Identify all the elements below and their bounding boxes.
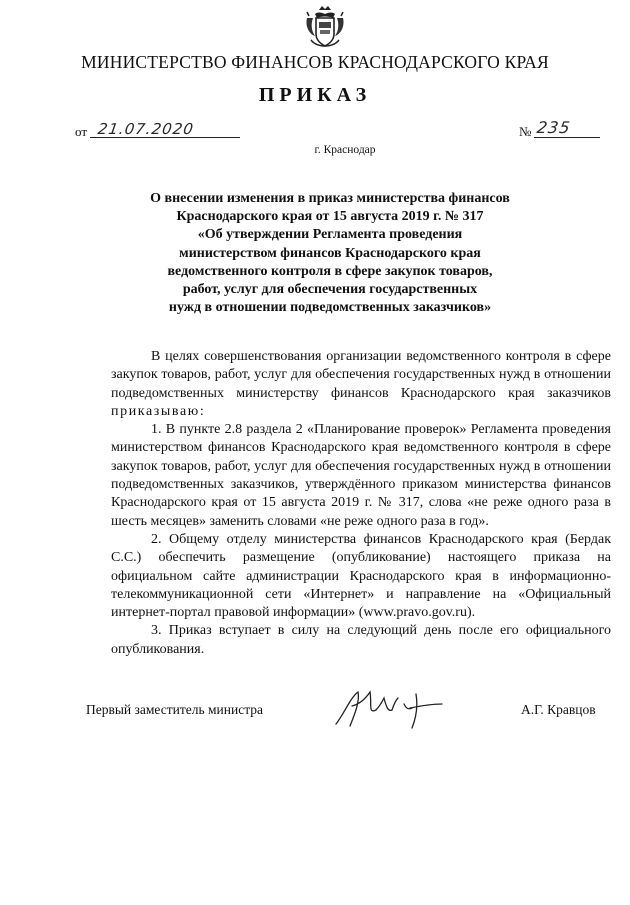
ministry-name: МИНИСТЕРСТВО ФИНАНСОВ КРАСНОДАРСКОГО КРАЯ [81,52,549,72]
document-title [120,190,540,317]
title-line: нужд в отношении подведомственных заказчиков» [168,300,492,316]
title-line: министерством финансов Краснодарского края [179,245,481,261]
paragraph-1: 1. В пункте 2.8 раздела 2 «Планирование проверок» Регламента проведения министерством финансов Краснодарского края ведомственного контроля в сфере закупок товаров, работ, услуг для обеспечения государственных нужд в отношении подведомственных заказчиков, утверждённого приказом министерства финансов Краснодарского края от 15 августа 2019 г. № 317, слова «не реже одного раза в шесть месяцев» заменить словами «не реже одного раза в год». [111,422,611,529]
city: г. Краснодар [314,144,376,156]
document-body [111,348,611,659]
number-underline [534,137,600,138]
handwritten-signature [330,684,450,734]
coat-of-arms-icon [303,4,347,52]
title-line: О внесении изменения в приказ министерства финансов [150,191,510,206]
title-line: ведомственного контроля в сфере закупок товаров, [167,263,493,279]
intro-text: В целях совершенствования организации ведомственного контроля в сфере закупок товаров, работ, услуг для обеспечения государственных нужд в отношении подведомственных министерству финансов Краснодарского края заказчиков [111,349,611,401]
title-line: работ, услуг для обеспечения государственных [182,282,478,298]
title-line: Краснодарского края от 15 августа 2019 г. № 317 [176,209,484,225]
signer-name: А.Г. Кравцов [521,702,596,717]
date-prefix: от [75,124,88,139]
document-type: ПРИКАЗ [258,84,372,106]
intro-paragraph [111,348,611,421]
date-handwritten: 21.07.2020 [96,120,196,138]
intro-verb: приказываю: [111,403,206,419]
signer-role: Первый заместитель министра [86,702,264,717]
title-line: «Об утверждении Регламента проведения [197,227,463,243]
paragraph-3: 3. Приказ вступает в силу на следующий день после его официального опубликования. [111,623,611,657]
paragraph-2: 2. Общему отделу министерства финансов Краснодарского края (Бердак С.С.) обеспечить размещение (опубликование) настоящего приказа на официальном сайте администрации Краснодарского края в информационно-телекоммуникационной сети «Интернет» и направление на «Официальный интернет-портал правовой информации» (www.pravo.gov.ru). [111,531,611,621]
number-prefix: № [519,124,532,139]
number-handwritten: 235 [535,118,572,137]
